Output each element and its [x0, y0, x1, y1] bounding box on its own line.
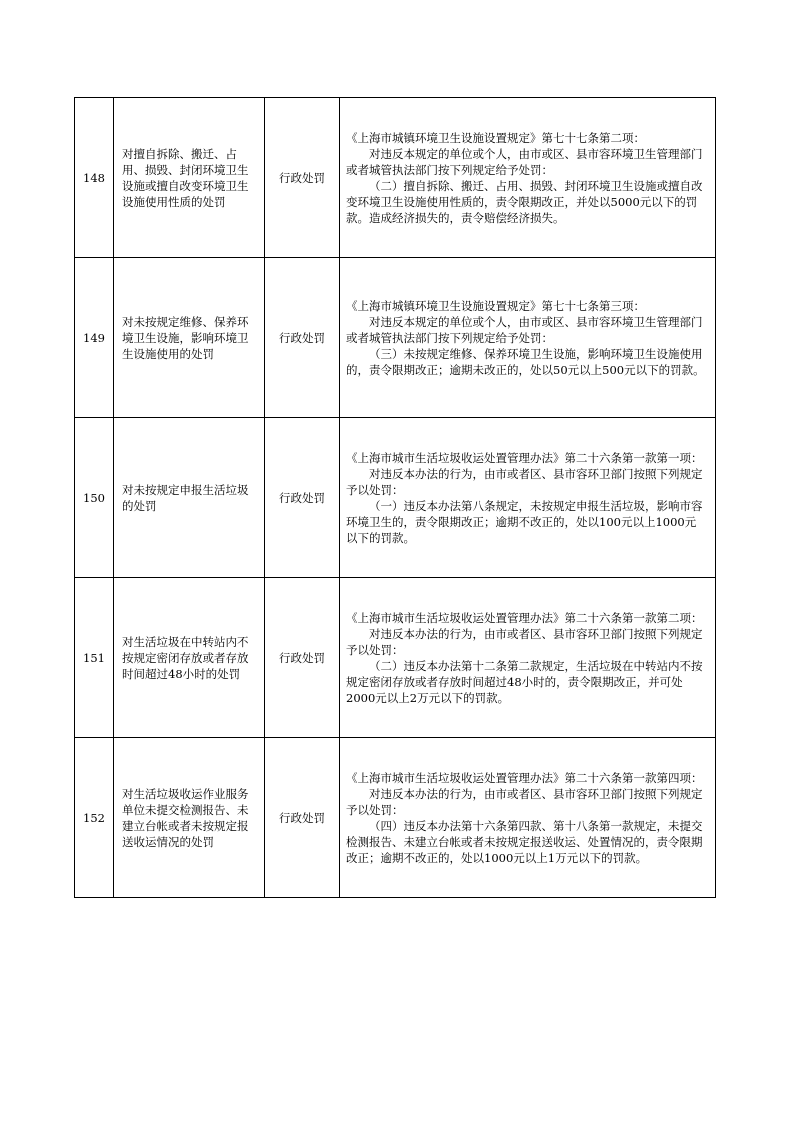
basis-paragraph: 对违反本办法的行为，由市或者区、县市容环卫部门按照下列规定予以处罚：: [346, 786, 703, 817]
basis-paragraph: （一）违反本办法第八条规定，未按规定申报生活垃圾，影响市容环境卫生的，责令限期改正；逾期不改正的，处以100元以上1000元以下的罚款。: [346, 498, 703, 545]
table-row: [75, 418, 716, 578]
item-number: 150: [75, 418, 114, 578]
basis-paragraph: （四）违反本办法第十六条第四款、第十八条第一款规定，未提交检测报告、未建立台帐或者未按规定报送收运、处置情况的，责令限期改正；逾期不改正的，处以1000元以上1万元以下的罚款。: [346, 818, 703, 865]
table-row: [75, 578, 716, 738]
basis-paragraph: （三）未按规定维修、保养环境卫生设施，影响环境卫生设施使用的，责令限期改正；逾期未改正的，处以50元以上500元以下的罚款。: [346, 346, 705, 377]
basis-citation: 《上海市城市生活垃圾收运处置管理办法》第二十六条第一款第二项：: [346, 610, 703, 625]
basis-citation: 《上海市城市生活垃圾收运处置管理办法》第二十六条第一款第四项：: [346, 770, 703, 785]
power-type: 行政处罚: [265, 738, 340, 898]
basis-paragraph: （二）擅自拆除、搬迁、占用、损毁、封闭环境卫生设施或擅自改变环境卫生设施使用性质的，责令限期改正，并处以5000元以下的罚款。造成经济损失的，责令赔偿经济损失。: [346, 178, 703, 225]
basis-paragraph: 对违反本办法的行为，由市或者区、县市容环卫部门按照下列规定予以处罚：: [346, 626, 703, 657]
legal-basis: [340, 418, 716, 578]
legal-basis: [340, 258, 716, 418]
table-row: [75, 98, 716, 258]
basis-paragraph: 对违反本规定的单位或个人，由市或区、县市容环境卫生管理部门或者城管执法部门按下列规定给予处罚：: [346, 314, 703, 345]
basis-citation: 《上海市城市生活垃圾收运处置管理办法》第二十六条第一款第一项：: [346, 450, 703, 465]
item-number: 149: [75, 258, 114, 418]
basis-citation: 《上海市城镇环境卫生设施设置规定》第七十七条第二项：: [346, 130, 645, 145]
legal-basis: [340, 98, 716, 258]
item-name: 对未按规定维修、保养环境卫生设施，影响环境卫生设施使用的处罚: [114, 258, 265, 418]
legal-basis: [340, 578, 716, 738]
basis-paragraph: 对违反本办法的行为，由市或者区、县市容环卫部门按照下列规定予以处罚：: [346, 466, 703, 497]
table-row: [75, 258, 716, 418]
power-type: 行政处罚: [265, 258, 340, 418]
legal-basis: [340, 738, 716, 898]
power-type: 行政处罚: [265, 418, 340, 578]
item-number: 152: [75, 738, 114, 898]
basis-citation: 《上海市城镇环境卫生设施设置规定》第七十七条第三项：: [346, 298, 645, 313]
basis-paragraph: （二）违反本办法第十二条第二款规定，生活垃圾在中转站内不按规定密闭存放或者存放时间超过48小时的，责令限期改正，并可处2000元以上2万元以下的罚款。: [346, 658, 703, 705]
basis-paragraph: 对违反本规定的单位或个人，由市或区、县市容环境卫生管理部门或者城管执法部门按下列规定给予处罚：: [346, 146, 703, 177]
power-type: 行政处罚: [265, 98, 340, 258]
item-name: 对生活垃圾在中转站内不按规定密闭存放或者存放时间超过48小时的处罚: [114, 578, 265, 738]
item-name: 对生活垃圾收运作业服务单位未提交检测报告、未建立台帐或者未按规定报送收运情况的处罚: [114, 738, 265, 898]
item-name: 对擅自拆除、搬迁、占用、损毁、封闭环境卫生设施或擅自改变环境卫生设施使用性质的处罚: [114, 98, 265, 258]
item-name: 对未按规定申报生活垃圾的处罚: [114, 418, 265, 578]
table-row: [75, 738, 716, 898]
power-type: 行政处罚: [265, 578, 340, 738]
penalty-items-table: [74, 97, 716, 898]
item-number: 151: [75, 578, 114, 738]
item-number: 148: [75, 98, 114, 258]
